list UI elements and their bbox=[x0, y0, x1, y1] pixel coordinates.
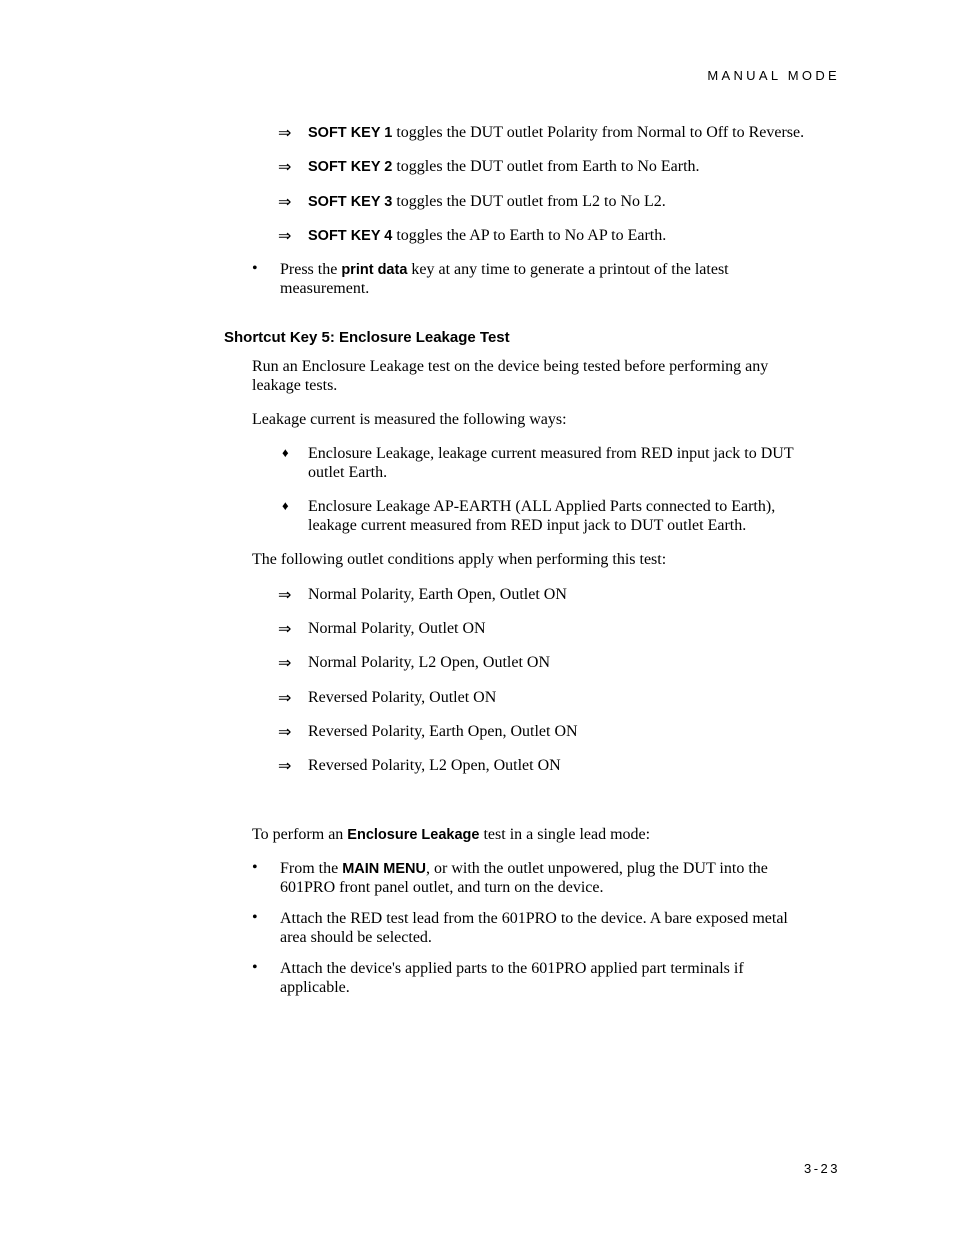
condition-item: Normal Polarity, Outlet ON bbox=[308, 620, 486, 637]
condition-item: Normal Polarity, L2 Open, Outlet ON bbox=[308, 654, 551, 671]
diamond-bullet-icon: ♦ bbox=[282, 498, 289, 513]
print-data-bullet bbox=[280, 260, 840, 280]
step-2-line-1: Attach the RED test lead from the 601PRO to the device. A bare exposed metal bbox=[280, 910, 788, 927]
print-data-bullet-line2: measurement. bbox=[280, 280, 370, 297]
implies-arrow-icon: ⇒ bbox=[278, 228, 292, 245]
condition-item: Reversed Polarity, Earth Open, Outlet ON bbox=[308, 723, 578, 740]
step-1-line-2: 601PRO front panel outlet, and turn on the device. bbox=[280, 879, 604, 896]
implies-arrow-icon: ⇒ bbox=[278, 194, 292, 211]
bullet-dot-icon: • bbox=[252, 909, 258, 926]
softkey-description: toggles the AP to Earth to No AP to Earth. bbox=[392, 227, 667, 244]
step-3-line-1: Attach the device's applied parts to the 601PRO applied part terminals if bbox=[280, 960, 744, 977]
perform-text: test in a single lead mode: bbox=[479, 826, 651, 843]
softkey-line-1 bbox=[308, 123, 853, 143]
implies-arrow-icon: ⇒ bbox=[278, 587, 292, 604]
conditions-intro: The following outlet conditions apply when performing this test: bbox=[252, 551, 667, 568]
softkey-label: SOFT KEY 3 bbox=[308, 194, 393, 210]
intro-line-1: Run an Enclosure Leakage test on the device being tested before performing any bbox=[252, 358, 769, 375]
softkey-label: SOFT KEY 4 bbox=[308, 228, 393, 244]
implies-arrow-icon: ⇒ bbox=[278, 125, 292, 142]
softkey-description: toggles the DUT outlet Polarity from Normal to Off to Reverse. bbox=[392, 124, 805, 141]
perform-text: To perform an bbox=[252, 826, 348, 843]
print-data-key: print data bbox=[341, 262, 408, 278]
softkey-line-4 bbox=[308, 226, 853, 246]
perform-intro bbox=[252, 825, 842, 845]
implies-arrow-icon: ⇒ bbox=[278, 724, 292, 741]
implies-arrow-icon: ⇒ bbox=[278, 621, 292, 638]
implies-arrow-icon: ⇒ bbox=[278, 655, 292, 672]
implies-arrow-icon: ⇒ bbox=[278, 758, 292, 775]
condition-item: Normal Polarity, Earth Open, Outlet ON bbox=[308, 586, 567, 603]
implies-arrow-icon: ⇒ bbox=[278, 159, 292, 176]
way-1-line-1: Enclosure Leakage, leakage current measured from RED input jack to DUT bbox=[308, 445, 794, 462]
condition-item: Reversed Polarity, Outlet ON bbox=[308, 689, 497, 706]
main-menu-key: MAIN MENU bbox=[342, 861, 426, 877]
way-1-line-2: outlet Earth. bbox=[308, 464, 388, 481]
way-2-line-1: Enclosure Leakage AP-EARTH (ALL Applied Parts connected to Earth), bbox=[308, 498, 776, 515]
implies-arrow-icon: ⇒ bbox=[278, 690, 292, 707]
page-number: 3-23 bbox=[803, 1161, 840, 1176]
softkey-description: toggles the DUT outlet from Earth to No Earth. bbox=[392, 158, 700, 175]
section-heading: Shortcut Key 5: Enclosure Leakage Test bbox=[224, 329, 510, 346]
softkey-label: SOFT KEY 2 bbox=[308, 159, 393, 175]
softkey-line-3 bbox=[308, 192, 853, 212]
softkey-line-2 bbox=[308, 157, 853, 177]
step-1-line-1 bbox=[280, 859, 840, 879]
step-2-line-2: area should be selected. bbox=[280, 929, 432, 946]
ways-intro: Leakage current is measured the following ways: bbox=[252, 411, 567, 428]
enclosure-leakage-key: Enclosure Leakage bbox=[347, 827, 480, 843]
bullet-dot-icon: • bbox=[252, 959, 258, 976]
step-text: , or with the outlet unpowered, plug the DUT into the bbox=[426, 860, 768, 877]
bullet-dot-icon: • bbox=[252, 260, 258, 277]
bullet-dot-icon: • bbox=[252, 859, 258, 876]
bullet-text: key at any time to generate a printout of the latest bbox=[407, 261, 729, 278]
condition-item: Reversed Polarity, L2 Open, Outlet ON bbox=[308, 757, 561, 774]
running-header: MANUAL MODE bbox=[707, 68, 840, 83]
softkey-description: toggles the DUT outlet from L2 to No L2. bbox=[392, 193, 666, 210]
step-text: From the bbox=[280, 860, 343, 877]
intro-line-2: leakage tests. bbox=[252, 377, 338, 394]
step-3-line-2: applicable. bbox=[280, 979, 350, 996]
bullet-text: Press the bbox=[280, 261, 342, 278]
softkey-label: SOFT KEY 1 bbox=[308, 125, 393, 141]
way-2-line-2: leakage current measured from RED input jack to DUT outlet Earth. bbox=[308, 517, 747, 534]
diamond-bullet-icon: ♦ bbox=[282, 445, 289, 460]
